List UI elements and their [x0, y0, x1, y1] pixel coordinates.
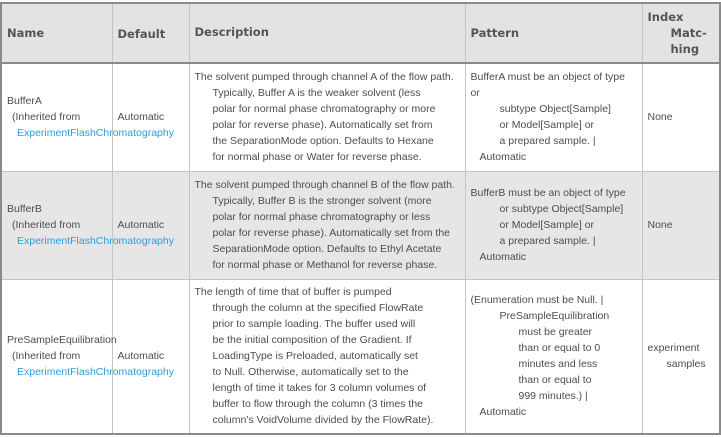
header-row — [1, 3, 720, 63]
pattern-line: a prepared sample. | — [499, 235, 596, 247]
pattern-line: PreSampleEquilibration — [499, 310, 610, 323]
pattern-line: Automatic — [479, 151, 527, 164]
description-cell — [189, 279, 465, 434]
pattern-cell — [465, 279, 642, 434]
index-matching-cell — [642, 279, 720, 434]
description-cell — [189, 171, 465, 279]
description-text: The solvent pumped through channel A of the flow path. Typically, Buffer A is the weaker solvent (less polar for normal phase chromatography or more polar for reverse phase). Automatically set from the SeparationMode option. Defaults to Hexane for normal phase or Water for reverse phase. — [194, 71, 454, 164]
option-name: BufferB — [7, 203, 42, 215]
options-table — [0, 2, 721, 435]
option-name: PreSampleEquilibration — [7, 334, 117, 347]
index-matching-line1: experiment — [647, 342, 700, 355]
index-matching-cell: None — [642, 171, 720, 279]
pattern-line: or Model[Sample] or — [499, 219, 595, 231]
header-name: Name — [1, 3, 112, 63]
description-cell — [189, 63, 465, 171]
header-default: Default — [112, 3, 189, 63]
pattern-line: or subtype Object[Sample] — [499, 203, 624, 215]
header-index-matching-line3: hing — [670, 42, 700, 56]
pattern-line: BufferA must be an object of type or — [470, 71, 625, 100]
header-pattern: Pattern — [465, 3, 642, 63]
table-row — [1, 63, 720, 171]
default-cell: Automatic — [112, 63, 189, 171]
default-cell: Automatic — [112, 279, 189, 434]
inherited-label: (Inherited from — [12, 219, 81, 231]
inherited-label: (Inherited from — [12, 350, 81, 363]
pattern-line: a prepared sample. | — [499, 135, 596, 148]
description-text: The solvent pumped through channel B of the flow path. Typically, Buffer B is the stronger solvent (more polar for normal phase chromatography or less polar for reverse phase). Automatically set from the SeparationMode option. Defaults to Ethyl Acetate for normal phase or Methanol for reverse phase. — [194, 179, 455, 271]
pattern-cell — [465, 171, 642, 279]
pattern-line: or Model[Sample] or — [499, 119, 595, 132]
pattern-line: than or equal to — [518, 374, 592, 387]
table-header — [1, 3, 720, 63]
description-text: The length of time that of buffer is pumped through the column at the specified FlowRate prior to sample loading. The buffer used will be the initial composition of the Gradient. If LoadingType is Preloaded, automatically set to Null. Otherwise, automatically set to the length of time it takes for 3 column volumes of buffer to flow through the column (3 times the column's VoidVolume divided by the FlowRate). — [194, 286, 434, 427]
option-name: BufferA — [7, 95, 42, 108]
pattern-line: Automatic — [479, 406, 527, 419]
index-matching-line2: samples — [666, 358, 706, 371]
header-index-matching-line2: Matc- — [670, 26, 707, 40]
header-index-matching — [642, 3, 720, 63]
table-row — [1, 279, 720, 434]
inherited-link[interactable]: ExperimentFlashChromatography — [17, 366, 174, 379]
inherited-link[interactable]: ExperimentFlashChromatography — [17, 235, 174, 247]
header-description: Description — [189, 3, 465, 63]
inherited-label: (Inherited from — [12, 111, 81, 124]
pattern-cell — [465, 63, 642, 171]
pattern-line: than or equal to 0 — [518, 342, 601, 355]
header-index-matching-line1: Index — [647, 10, 684, 24]
pattern-line: BufferB must be an object of type — [470, 187, 626, 199]
index-matching-cell: None — [642, 63, 720, 171]
pattern-line: Automatic — [479, 251, 527, 263]
pattern-line: must be greater — [518, 326, 593, 339]
pattern-line: minutes and less — [518, 358, 598, 371]
default-cell: Automatic — [112, 171, 189, 279]
pattern-line: 999 minutes.) | — [518, 390, 588, 403]
inherited-link[interactable]: ExperimentFlashChromatography — [17, 127, 174, 140]
pattern-line: subtype Object[Sample] — [499, 103, 611, 116]
table-row — [1, 171, 720, 279]
pattern-line: (Enumeration must be Null. | — [470, 294, 604, 307]
